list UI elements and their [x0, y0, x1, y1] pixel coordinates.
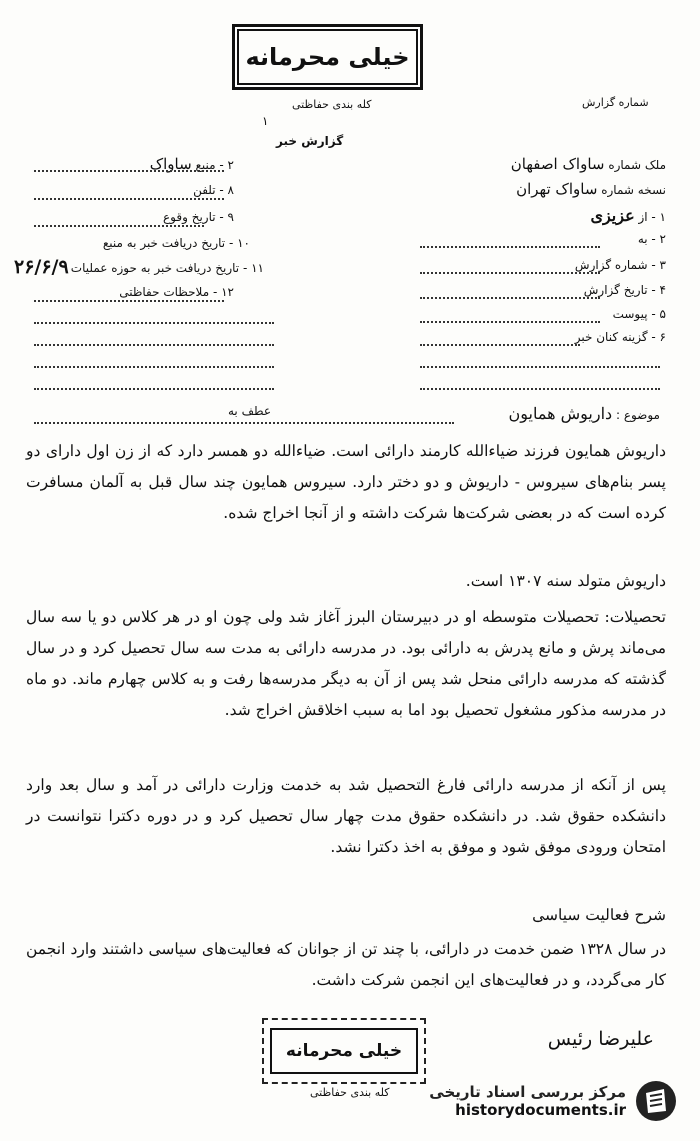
dotted-line — [420, 272, 600, 274]
classification-subtitle: کله بندی حفاظتی — [292, 98, 372, 111]
left-field: ۱۲ - ملاحظات حفاظتی — [119, 285, 234, 299]
right-field: ۱ - از عزیزی — [590, 206, 666, 225]
watermark — [429, 1079, 678, 1123]
archive-logo-icon — [634, 1079, 678, 1123]
body-paragraph: تحصیلات: تحصیلات متوسطه او در دبیرستان البرز آغاز شد ولی چون او در هر کلاس دو یا سه سال می‌ماند پرش و مانع پدرش به دارائی بود. در مدرسه دارائی به مدت سه سال تحصیل کرد و در سال گذشته که مدرسه دارائی منحل شد پس از آن به دیگر مدرسه‌ها رفت و به کلاس چهارم ماند. دو ماه در مدرسه مذکور مشغول تحصیل بود اما به سبب اخلاقش اخراج شد. — [26, 608, 666, 719]
dotted-line — [420, 388, 660, 390]
watermark-en: historydocuments.ir — [455, 1101, 626, 1119]
dotted-line — [34, 366, 274, 368]
dotted-line — [420, 366, 660, 368]
right-field: ۶ - گزینه کنان خبر — [574, 330, 666, 344]
dotted-line — [420, 321, 600, 323]
section-heading: شرح فعالیت سیاسی — [532, 906, 666, 924]
left-field: ۲ - منبع ساواک — [149, 155, 234, 173]
left-field: ۱۱ - تاریخ دریافت خبر به حوزه عملیات — [70, 261, 264, 275]
dotted-line — [420, 246, 600, 248]
dotted-line — [420, 344, 580, 346]
handwritten-date: ۲۶/۶/۹ — [14, 256, 69, 278]
dotted-line — [420, 297, 600, 299]
body-paragraph: در سال ۱۳۲۸ ضمن خدمت در دارائی، با چند تن از جوانان که فعالیت‌های سیاسی داشتند وارد انجمن کار می‌گردد، و در فعالیت‌های این انجمن شرکت داشت. — [26, 940, 666, 989]
dotted-line — [34, 198, 224, 200]
report-number-corner: شماره گزارش — [582, 96, 649, 109]
classification-stamp: خیلی محرمانه — [232, 24, 423, 90]
dotted-line — [34, 225, 204, 227]
dotted-line — [34, 300, 224, 302]
left-field: ۱۰ - تاریخ دریافت خبر به منبع — [102, 236, 250, 250]
signature: علیرضا رئیس — [547, 1028, 654, 1050]
left-field: ۸ - تلفن — [193, 183, 234, 197]
body-paragraph: پس از آنکه از مدرسه دارائی فارغ التحصیل شد به خدمت وزارت دارائی در آمد و سال بعد وارد دانشکده حقوق شد. در دانشکده حقوق مدت چهار سال تحصیل کرد و در دوره دکترا نتوانست در امتحان ورودی موفق شود و موفق به اخذ دکترا نشد. — [26, 776, 666, 856]
bottom-stamp-subtitle: کله بندی حفاظتی — [310, 1086, 390, 1099]
right-field: ۴ - تاریخ گزارش — [583, 283, 666, 297]
bottom-stamp-text: خیلی محرمانه — [270, 1028, 418, 1074]
left-field: ۹ - تاریخ وقوع — [163, 210, 234, 224]
dotted-line — [34, 170, 224, 172]
dotted-line — [34, 388, 274, 390]
right-field: نسخه شماره ساواک تهران — [516, 180, 666, 198]
subject-line: موضوع : داریوش همایون — [508, 404, 660, 423]
right-field: ۳ - شماره گزارش — [574, 258, 666, 272]
page-mark: ۱ — [262, 114, 269, 128]
dotted-line — [34, 422, 454, 424]
body-paragraph: داریوش همایون فرزند ضیاءالله کارمند دارائی است. ضیاءالله دو همسر دارد که از زن اول دارای دو پسر بنام‌های سیروس - داریوش و دو دختر دارد. سیروس همایون چند سال قبل به آلمان مسافرت کرده است که در بعضی شرکت‌ها شرکت داشته و از آنجا اخراج شده. — [26, 442, 666, 522]
right-field: ۲ - به — [637, 232, 666, 246]
body-paragraph: داریوش متولد سنه ۱۳۰۷ است. — [465, 572, 666, 590]
right-field: ملک شماره ساواک اصفهان — [510, 155, 666, 173]
dotted-line — [34, 344, 274, 346]
bottom-classification-stamp — [262, 1018, 426, 1084]
watermark-fa: مرکز بررسی اسناد تاریخی — [429, 1083, 626, 1101]
report-type-heading: گزارش خبر — [276, 134, 344, 148]
reference-label: عطف به — [228, 404, 272, 418]
dotted-line — [34, 322, 274, 324]
right-field: ۵ - پیوست — [612, 307, 666, 321]
